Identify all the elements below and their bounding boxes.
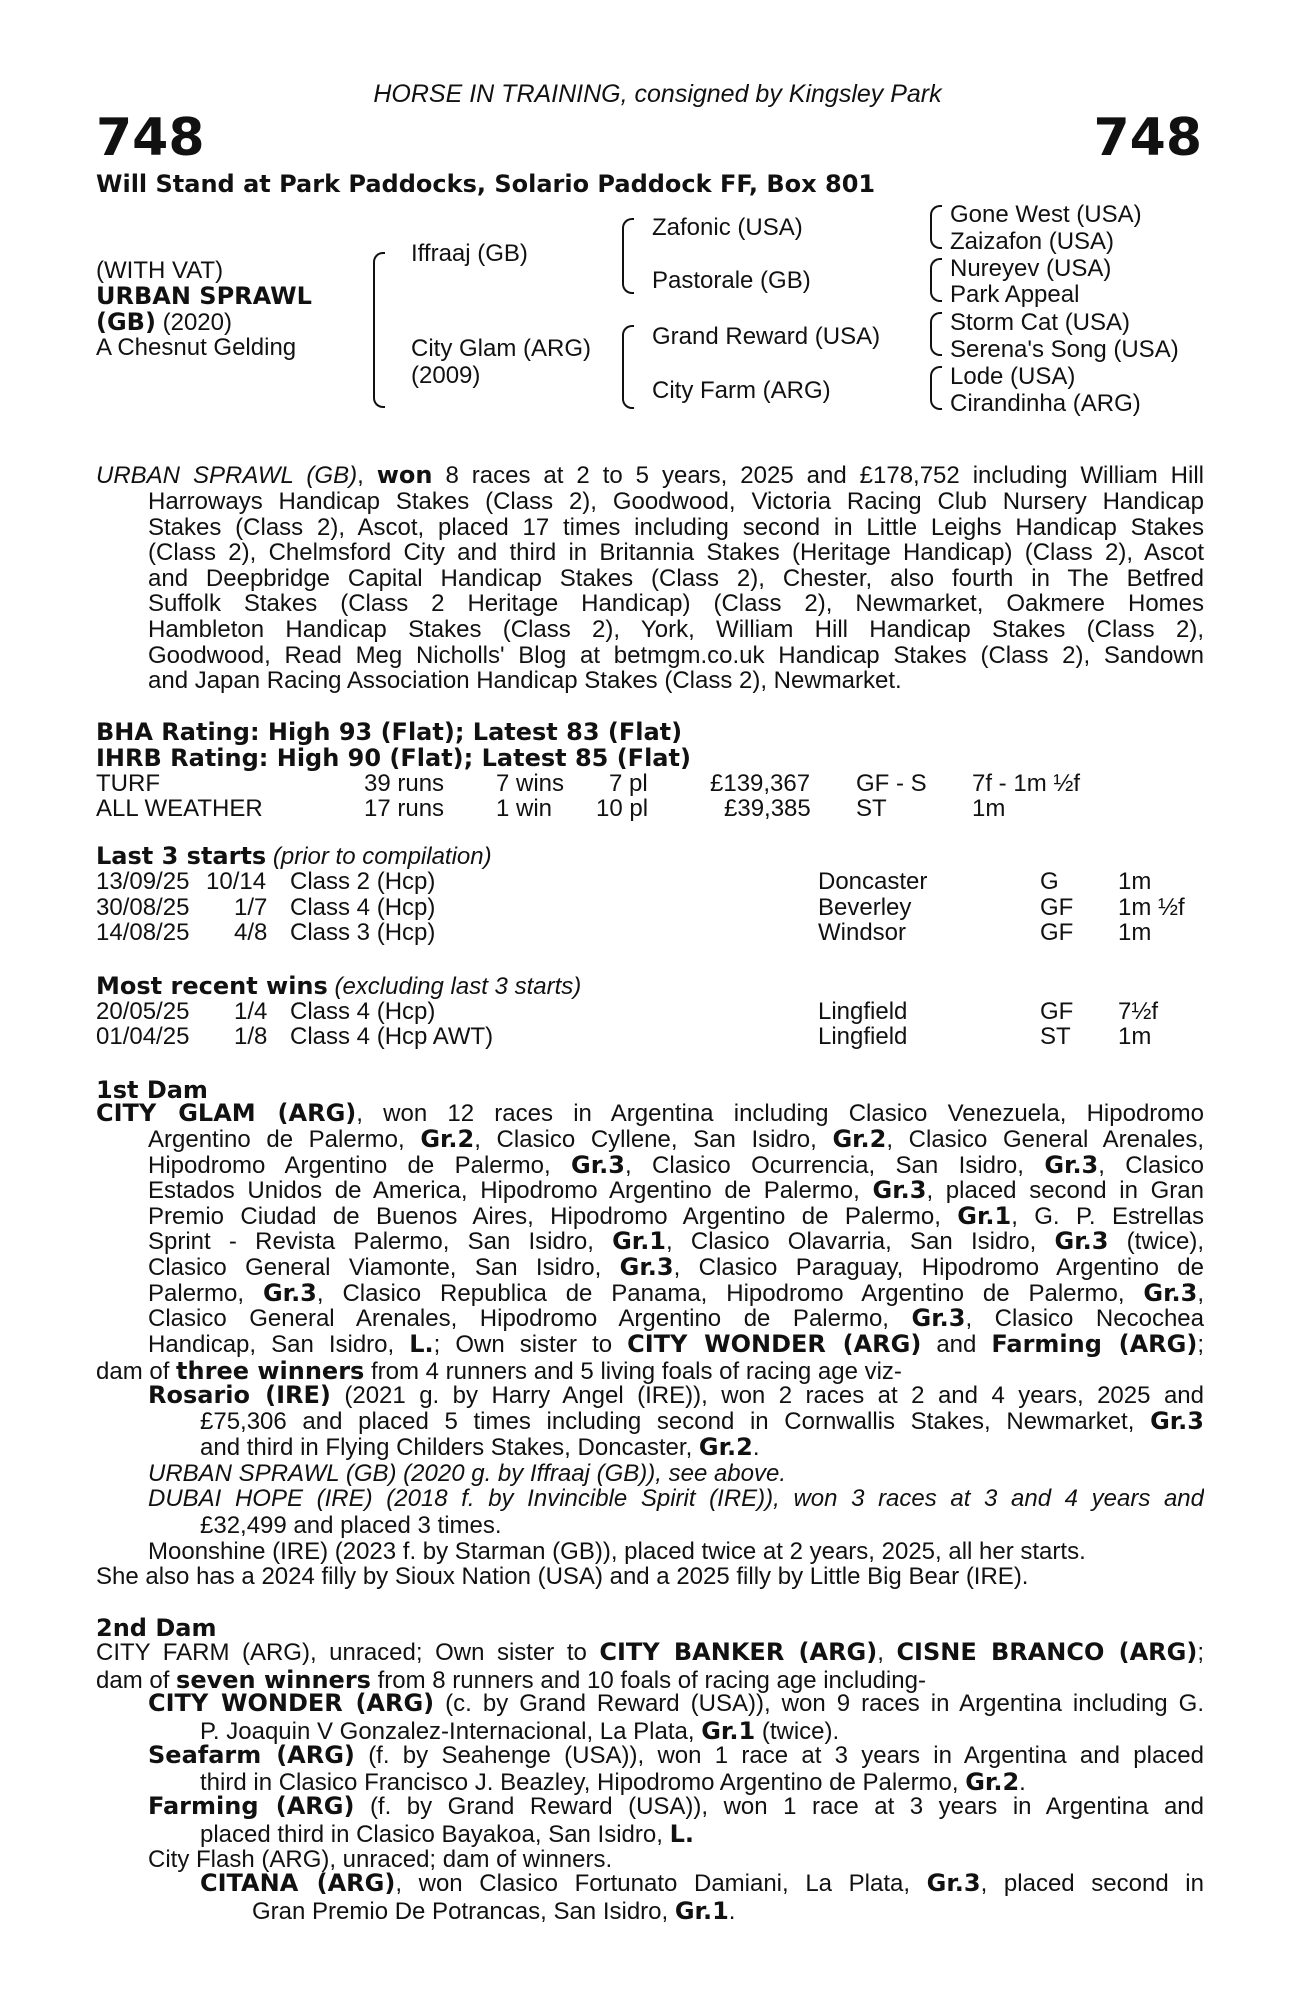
bold-term: Gr.3 (1044, 1152, 1099, 1179)
horse-origin (96, 308, 232, 337)
second-dam-line: CITY FARM (ARG), unraced; Own sister to CITY BANKER (ARG), CISNE BRANCO (ARG); (96, 1640, 1204, 1666)
pedigree-g3-6: Serena's Song (USA) (950, 336, 1179, 363)
ihrb-rating: IHRB Rating: High 90 (Flat); Latest 85 (Flat) (96, 744, 691, 772)
stand-location: Will Stand at Park Paddocks, Solario Paddock FF, Box 801 (96, 170, 876, 198)
bold-term: Gr.3 (619, 1254, 674, 1281)
first-dam-paragraph: Argentino de Palermo, Gr.2, Clasico Cyllene, San Isidro, Gr.2, Clasico General Arenales, Hipodromo Argentino de Palermo, Gr.3, Clasico Ocurrencia, San Isidro, Gr.3, Clasico Estados Unidos de America, Hipodromo Argentino de Palermo, Gr.3, placed second in Gran Premio Ciudad de Buenos Aires, Hipodromo Argentino de Palermo, Gr.1, G. P. Estrellas Sprint - Revista Palermo, San Isidro, Gr.1, Clasico Olavarria, San Isidro, Gr.3 (twice), Clasico General Viamonte, San Isidro, Gr.3, Clasico Paraguay, Hipodromo Argentino de Palermo, Gr.3, Clasico Republica de Panama, Hipodromo Argentino de Palermo, Gr.3, Clasico General Arenales, Hipodromo Argentino de Palermo, Gr.3, Clasico Necochea Handicap, San Isidro, L.; Own sister to CITY WONDER (ARG) and Farming (ARG); (148, 1127, 1204, 1358)
lot-number-left: 748 (96, 108, 205, 168)
bold-term: seven winners (176, 1666, 371, 1694)
bold-term: CITY GLAM (ARG) (96, 1101, 357, 1127)
pedigree-g3-8: Cirandinha (ARG) (950, 390, 1141, 417)
summary-line: Suffolk Stakes (Class 2 Heritage Handicap) (Class 2), Newmarket, Oakmere Homes (148, 591, 1204, 617)
produce-city-wonder-cont: P. Joaquin V Gonzalez-Internacional, La Plata, Gr.1 (twice). (200, 1717, 840, 1745)
bold-term: L. (409, 1331, 434, 1358)
produce-city-flash: City Flash (ARG), unraced; dam of winners. (148, 1846, 613, 1873)
produce-farming: Farming (ARG) (f. by Grand Reward (USA)), won 1 race at 3 years in Argentina and (148, 1794, 1204, 1820)
bold-term: Gr.3 (926, 1871, 981, 1897)
bold-term: CITY WONDER (ARG) (627, 1331, 922, 1358)
summary-line: Stakes (Class 2), Ascot, placed 17 times including second in Little Leighs Handicap Stakes (148, 514, 1204, 541)
first-dam-produce-intro: dam of three winners from 4 runners and 5 living foals of racing age viz- (96, 1357, 902, 1385)
pedigree-g3-4: Park Appeal (950, 281, 1080, 308)
pedigree-dam-year: (2009) (411, 362, 481, 389)
pedigree-g3-1: Gone West (USA) (950, 201, 1142, 228)
bold-term: Gr.3 (1054, 1229, 1109, 1255)
bold-term: CITANA (ARG) (200, 1871, 396, 1897)
pedigree-dam-sire: Grand Reward (USA) (652, 323, 881, 350)
bold-term: Gr.2 (832, 1127, 887, 1153)
summary-line: and Japan Racing Association Handicap Stakes (Class 2), Newmarket. (148, 668, 902, 694)
bold-term: Gr.2 (698, 1434, 753, 1461)
pedigree-brace (930, 258, 942, 302)
first-dam-also: She also has a 2024 filly by Sioux Nation (USA) and a 2025 filly by Little Big Bear (IRE). (96, 1563, 1029, 1590)
bold-term: Gr.3 (1143, 1280, 1198, 1307)
pedigree-brace (930, 205, 942, 249)
catalogue-subtitle: HORSE IN TRAINING, consigned by Kingsley Park (373, 80, 942, 108)
race-summary (96, 463, 1204, 489)
summary-line: and Deepbridge Capital Handicap Stakes (Class 2), Chester, also fourth in The Betfred (148, 565, 1204, 592)
summary-line: URBAN SPRAWL (GB), won 8 races at 2 to 5 years, 2025 and £178,752 including William Hill (96, 463, 1204, 489)
summary-line: Goodwood, Read Meg Nicholls' Blog at betmgm.co.uk Handicap Stakes (Class 2), Sandown (148, 642, 1204, 669)
pedigree-sire: Iffraaj (GB) (411, 240, 528, 267)
produce-seafarm: Seafarm (ARG) (f. by Seahenge (USA)), won 1 race at 3 years in Argentina and placed (148, 1743, 1204, 1769)
bold-term: CITY WONDER (ARG) (148, 1691, 435, 1717)
produce-farming-cont: placed third in Clasico Bayakoa, San Isidro, L. (200, 1820, 695, 1848)
horse-name: URBAN SPRAWL (96, 282, 312, 310)
bha-rating: BHA Rating: High 93 (Flat); Latest 83 (Flat) (96, 718, 683, 746)
summary-line: Hambleton Handicap Stakes (Class 2), York, William Hill Handicap Stakes (Class 2), (148, 616, 1204, 643)
first-dam-heading: 1st Dam (96, 1076, 208, 1104)
produce-moonshine: Moonshine (IRE) (2023 f. by Starman (GB)), placed twice at 2 years, 2025, all her starts. (148, 1538, 1086, 1565)
bold-term: CISNE BRANCO (ARG) (896, 1640, 1198, 1666)
bold-term: L. (669, 1820, 695, 1848)
pedigree-brace (930, 366, 942, 410)
produce-urban-sprawl: URBAN SPRAWL (GB) (2020 g. by Iffraaj (GB)), see above. (148, 1460, 787, 1487)
bold-term: Gr.2 (420, 1127, 475, 1153)
race-summary-cont (148, 489, 1204, 694)
last3-heading: Last 3 starts (prior to compilation) (96, 842, 492, 870)
summary-line: (Class 2), Chelmsford City and third in Britannia Stakes (Heritage Handicap) (Class 2), Ascot (148, 540, 1204, 566)
pedigree-brace (622, 325, 634, 409)
horse-description: A Chesnut Gelding (96, 334, 297, 361)
bold-term: Gr.1 (957, 1203, 1012, 1230)
first-dam-line: CITY GLAM (ARG), won 12 races in Argentina including Clasico Venezuela, Hipodromo (96, 1101, 1204, 1127)
second-dam-heading: 2nd Dam (96, 1614, 217, 1642)
bold-term: Gr.3 (911, 1306, 966, 1332)
pedigree-brace (622, 218, 634, 294)
horse-year: (2020) (162, 309, 232, 336)
bold-term: Gr.1 (612, 1229, 667, 1255)
bold-term: Seafarm (ARG) (148, 1743, 355, 1769)
produce-rosario-cont: £75,306 and placed 5 times including second in Cornwallis Stakes, Newmarket, Gr.3 and third in Flying Childers Stakes, Doncaster, Gr.2. (200, 1409, 1204, 1461)
pedigree-dam: City Glam (ARG) (411, 335, 591, 362)
pedigree-g3-2: Zaizafon (USA) (950, 228, 1115, 255)
pedigree-sire-sire: Zafonic (USA) (652, 214, 803, 241)
produce-rosario: Rosario (IRE) (2021 g. by Harry Angel (IRE)), won 2 races at 2 and 4 years, 2025 and (148, 1383, 1204, 1409)
produce-citana: CITANA (ARG), won Clasico Fortunato Damiani, La Plata, Gr.3, placed second in (200, 1871, 1204, 1897)
produce-dubai-hope-cont: £32,499 and placed 3 times. (200, 1512, 502, 1539)
horse-country: (GB) (96, 308, 156, 336)
bold-term: Gr.1 (701, 1717, 756, 1745)
bold-term: Gr.3 (1150, 1409, 1204, 1435)
second-dam-produce-intro: dam of seven winners from 8 runners and 10 foals of racing age including- (96, 1666, 926, 1694)
bold-term: three winners (176, 1357, 365, 1385)
pedigree-brace (930, 312, 942, 356)
bold-term: Gr.1 (674, 1897, 729, 1925)
pedigree-g3-3: Nureyev (USA) (950, 255, 1112, 282)
recent-wins-heading: Most recent wins (excluding last 3 starts) (96, 972, 582, 1000)
pedigree-brace (373, 252, 385, 408)
vat-note: (WITH VAT) (96, 257, 224, 284)
produce-city-wonder: CITY WONDER (ARG) (c. by Grand Reward (USA)), won 9 races in Argentina including G. (148, 1691, 1204, 1717)
lot-number-right: 748 (1093, 108, 1202, 168)
bold-term: Gr.3 (872, 1178, 927, 1204)
bold-term: Gr.3 (262, 1280, 317, 1307)
bold-term: Gr.3 (571, 1152, 625, 1179)
bold-term: Farming (ARG) (991, 1331, 1198, 1358)
produce-dubai-hope: DUBAI HOPE (IRE) (2018 f. by Invincible Spirit (IRE)), won 3 races at 3 and 4 years and (148, 1486, 1204, 1512)
pedigree-dam-dam: City Farm (ARG) (652, 377, 831, 404)
produce-citana-cont: Gran Premio De Potrancas, San Isidro, Gr.1. (252, 1897, 736, 1925)
bold-term: Gr.2 (965, 1768, 1020, 1796)
bold-term: Farming (ARG) (148, 1794, 355, 1820)
bold-term: Rosario (IRE) (148, 1383, 331, 1409)
summary-line: Harroways Handicap Stakes (Class 2), Goodwood, Victoria Racing Club Nursery Handicap (148, 489, 1204, 515)
bold-term: CITY BANKER (ARG) (599, 1640, 878, 1666)
pedigree-sire-dam: Pastorale (GB) (652, 267, 811, 294)
produce-seafarm-cont: third in Clasico Francisco J. Beazley, Hipodromo Argentino de Palermo, Gr.2. (200, 1768, 1026, 1796)
pedigree-g3-7: Lode (USA) (950, 363, 1076, 390)
pedigree-g3-5: Storm Cat (USA) (950, 309, 1131, 336)
